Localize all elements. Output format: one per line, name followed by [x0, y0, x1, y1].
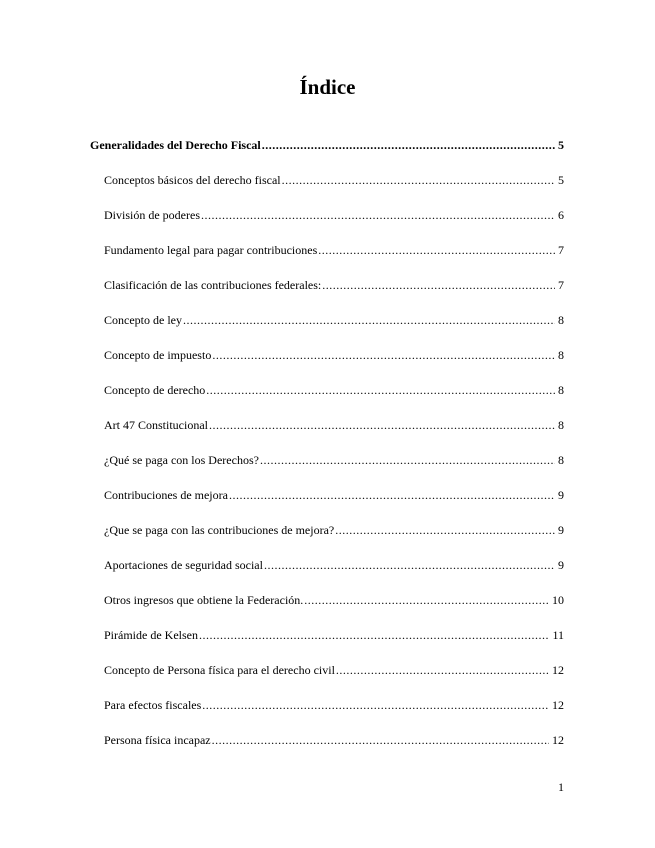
toc-dot-leader	[336, 660, 549, 680]
toc-entry-page: 9	[558, 558, 564, 572]
toc-entry[interactable]	[0, 310, 655, 345]
toc-entry-label: Contribuciones de mejora	[104, 488, 228, 502]
toc-entry-label: Persona física incapaz	[104, 733, 211, 747]
toc-dot-leader	[209, 415, 555, 435]
toc-entry-label: Concepto de Persona física para el derecho civil	[104, 663, 335, 677]
toc-entry-page: 12	[552, 733, 564, 747]
toc-entry-page: 12	[552, 698, 564, 712]
toc-entry-page: 8	[558, 453, 564, 467]
toc-entry-page: 11	[552, 628, 564, 642]
toc-dot-leader	[318, 240, 555, 260]
toc-entry-page: 5	[558, 173, 564, 187]
toc-dot-leader	[335, 520, 555, 540]
toc-dot-leader	[202, 695, 549, 715]
toc-entry-page: 8	[558, 348, 564, 362]
toc-entry[interactable]	[0, 660, 655, 695]
toc-entry[interactable]	[0, 205, 655, 240]
toc-entry-page: 8	[558, 313, 564, 327]
toc-entry-label: ¿Qué se paga con los Derechos?	[104, 453, 259, 467]
table-of-contents	[0, 135, 655, 765]
toc-entry-label: Aportaciones de seguridad social	[104, 558, 263, 572]
toc-entry-label: Concepto de impuesto	[104, 348, 212, 362]
toc-dot-leader	[201, 205, 555, 225]
toc-entry-label: Conceptos básicos del derecho fiscal	[104, 173, 281, 187]
toc-entry[interactable]	[0, 695, 655, 730]
toc-entry[interactable]	[0, 345, 655, 380]
toc-entry[interactable]	[0, 730, 655, 765]
toc-entry-label: Art 47 Constitucional	[104, 418, 208, 432]
toc-dot-leader	[322, 275, 555, 295]
toc-entry-page: 9	[558, 488, 564, 502]
toc-entry[interactable]	[0, 415, 655, 450]
toc-entry[interactable]	[0, 170, 655, 205]
toc-entry[interactable]	[0, 625, 655, 660]
toc-entry-label: Otros ingresos que obtiene la Federación.	[104, 593, 304, 607]
toc-entry-label: ¿Que se paga con las contribuciones de mejora?	[104, 523, 335, 537]
toc-entry-page: 6	[558, 208, 564, 222]
toc-entry-page: 7	[558, 243, 564, 257]
toc-entry-page: 9	[558, 523, 564, 537]
toc-dot-leader	[206, 380, 555, 400]
page-number: 1	[558, 780, 564, 794]
toc-entry[interactable]	[0, 590, 655, 625]
toc-entry-label: Fundamento legal para pagar contribuciones	[104, 243, 318, 257]
toc-entry-page: 8	[558, 383, 564, 397]
toc-dot-leader	[199, 625, 549, 645]
toc-entry[interactable]	[0, 380, 655, 415]
toc-dot-leader	[260, 450, 555, 470]
toc-dot-leader	[262, 135, 555, 155]
toc-entry[interactable]	[0, 450, 655, 485]
page-title: Índice	[299, 75, 356, 99]
toc-dot-leader	[212, 730, 549, 750]
toc-dot-leader	[229, 485, 555, 505]
toc-entry-label: Concepto de ley	[104, 313, 182, 327]
toc-entry-page: 10	[552, 593, 564, 607]
toc-dot-leader	[282, 170, 555, 190]
toc-dot-leader	[264, 555, 555, 575]
toc-entry-label: Para efectos fiscales	[104, 698, 202, 712]
toc-entry[interactable]	[0, 275, 655, 310]
toc-entry-label: Pirámide de Kelsen	[104, 628, 198, 642]
toc-dot-leader	[183, 310, 555, 330]
toc-entry-page: 7	[558, 278, 564, 292]
toc-entry[interactable]	[0, 240, 655, 275]
toc-entry[interactable]	[0, 135, 655, 170]
toc-entry-label: Generalidades del Derecho Fiscal	[90, 138, 261, 152]
toc-entry-label: Clasificación de las contribuciones federales:	[104, 278, 322, 292]
toc-dot-leader	[304, 590, 549, 610]
toc-entry-page: 5	[558, 138, 564, 152]
toc-entry[interactable]	[0, 555, 655, 590]
toc-entry[interactable]	[0, 520, 655, 555]
toc-entry-page: 8	[558, 418, 564, 432]
toc-entry-page: 12	[552, 663, 564, 677]
toc-entry-label: Concepto de derecho	[104, 383, 206, 397]
toc-entry-label: División de poderes	[104, 208, 200, 222]
toc-entry[interactable]	[0, 485, 655, 520]
toc-dot-leader	[212, 345, 555, 365]
